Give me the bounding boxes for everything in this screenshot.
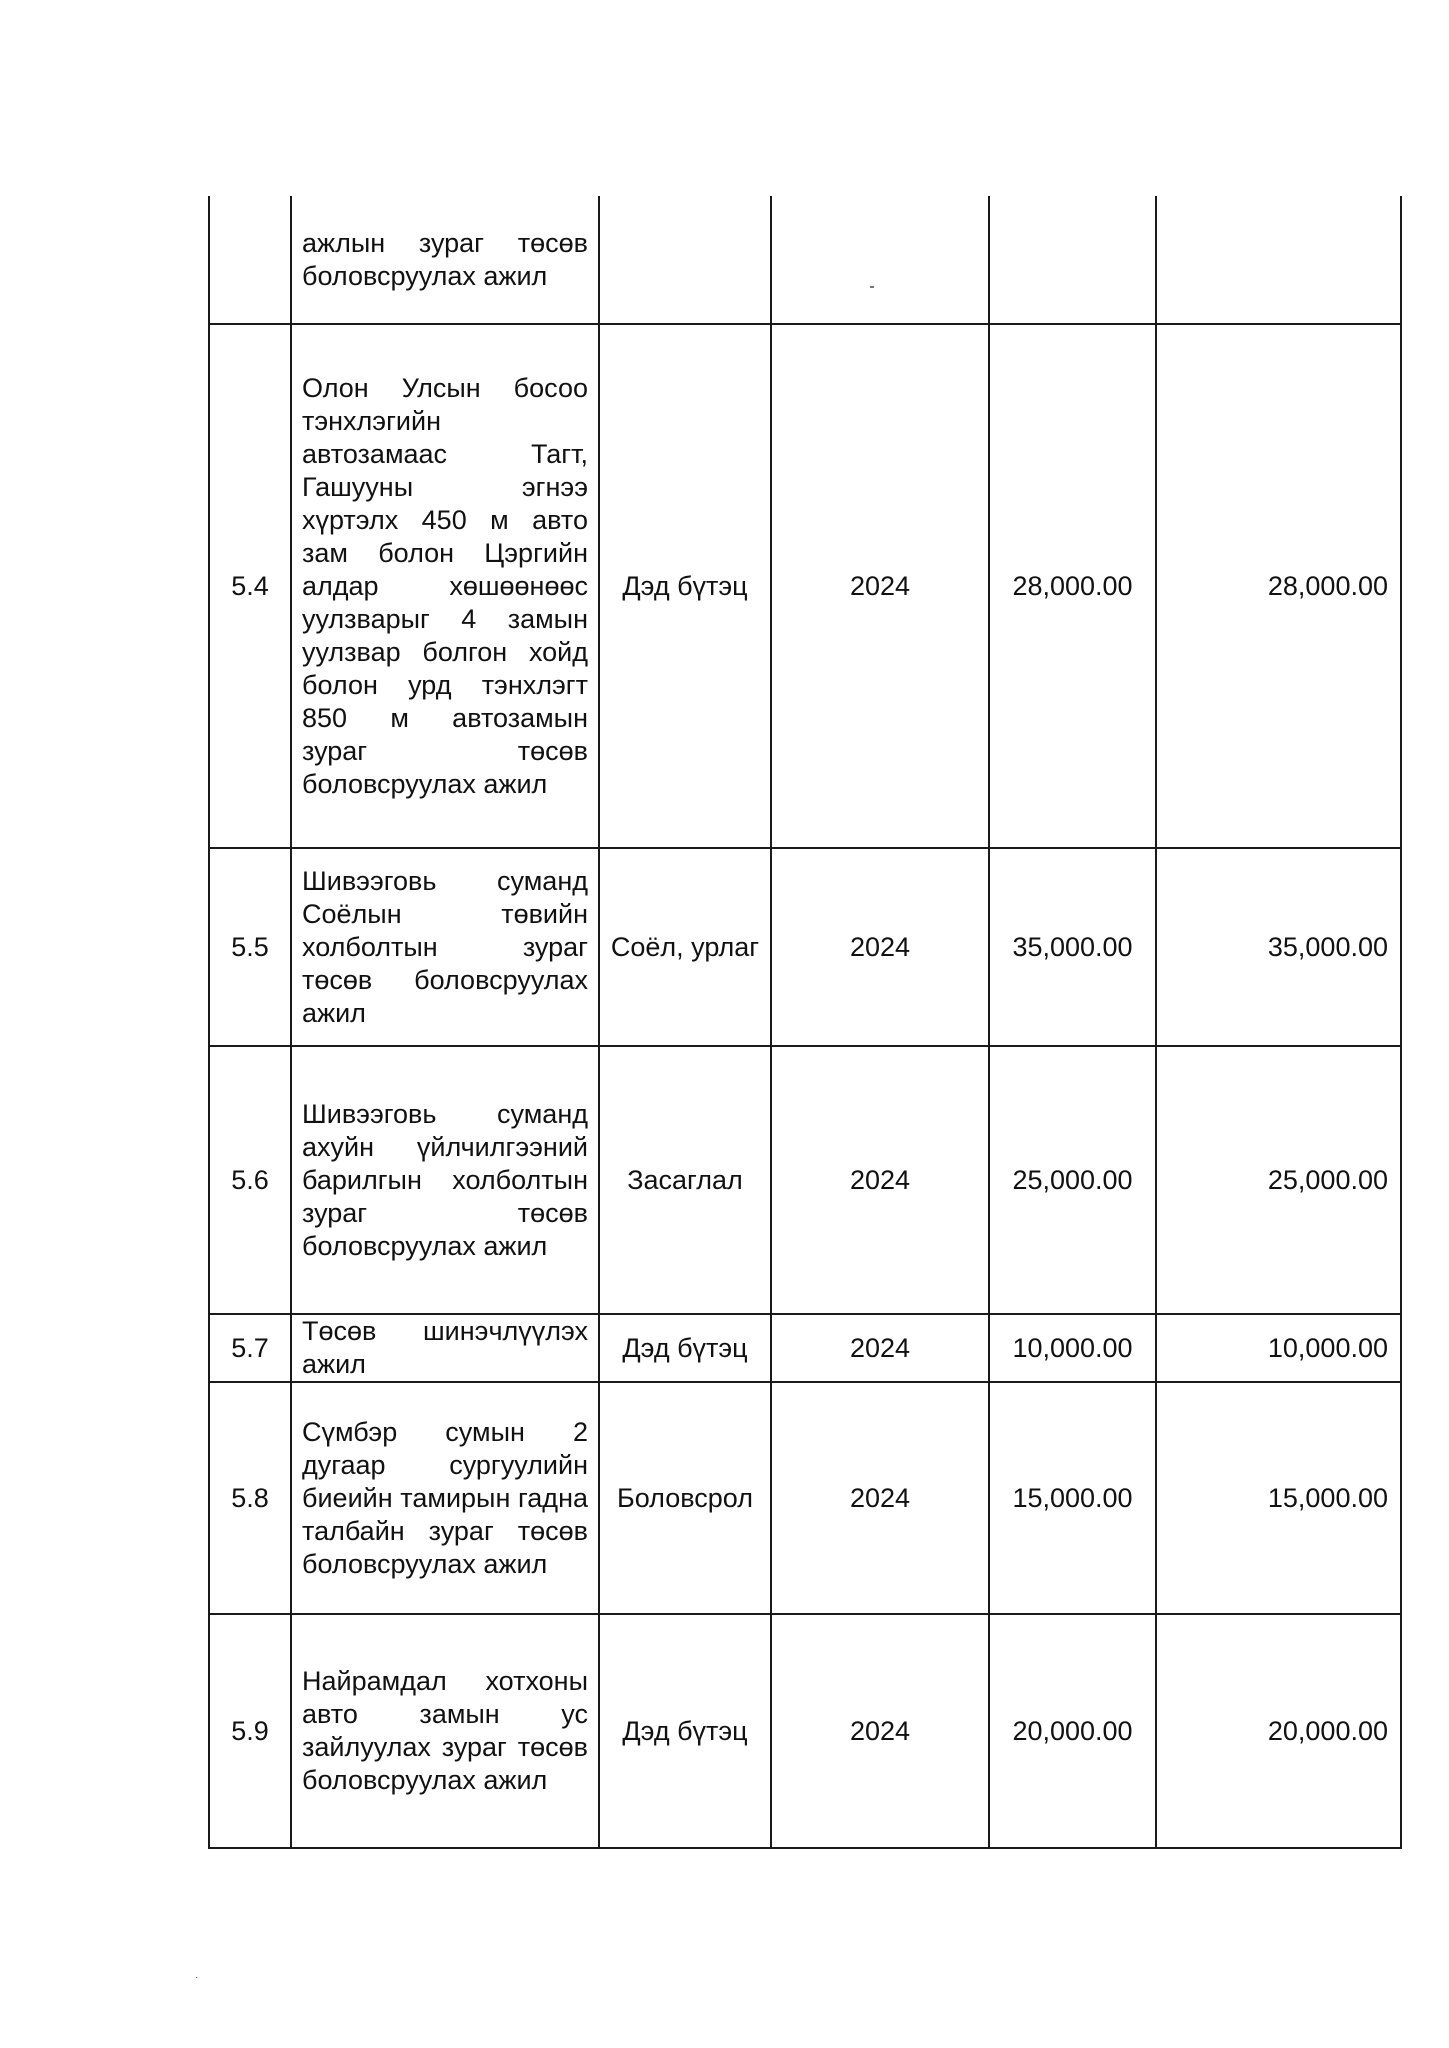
row-budget [989, 196, 1156, 324]
row-year: 2024 [771, 324, 989, 848]
row-number: 5.4 [209, 324, 291, 848]
project-table [208, 196, 1402, 1849]
row-description: Найрамдал хотхоны авто замын ус зайлуулах зураг төсөв боловсруулах ажил [291, 1614, 599, 1848]
table-row [209, 1046, 1401, 1314]
table-row [209, 196, 1401, 324]
row-description: ажлын зураг төсөв боловсруулах ажил [291, 196, 599, 324]
row-budget: 15,000.00 [989, 1382, 1156, 1614]
row-budget: 20,000.00 [989, 1614, 1156, 1848]
row-number: 5.7 [209, 1314, 291, 1382]
row-sector [599, 196, 771, 324]
row-number: 5.6 [209, 1046, 291, 1314]
row-description: Төсөв шинэчлүүлэх ажил [291, 1314, 599, 1382]
row-number: 5.5 [209, 848, 291, 1046]
row-budget: 25,000.00 [989, 1046, 1156, 1314]
row-budget: 28,000.00 [989, 324, 1156, 848]
row-number: 5.9 [209, 1614, 291, 1848]
row-budget: 10,000.00 [989, 1314, 1156, 1382]
row-sector: Дэд бүтэц [599, 324, 771, 848]
row-description: Шивээговь суманд Соёлын төвийн холболтын зураг төсөв боловсруулах ажил [291, 848, 599, 1046]
row-sector: Дэд бүтэц [599, 1314, 771, 1382]
row-total: 35,000.00 [1156, 848, 1401, 1046]
row-number: 5.8 [209, 1382, 291, 1614]
row-description: Сүмбэр сумын 2 дугаар сургуулийн биеийн тамирын гадна талбайн зураг төсөв боловсруулах ажил [291, 1382, 599, 1614]
row-total: 10,000.00 [1156, 1314, 1401, 1382]
table-row [209, 324, 1401, 848]
row-budget: 35,000.00 [989, 848, 1156, 1046]
row-total [1156, 196, 1401, 324]
row-total: 15,000.00 [1156, 1382, 1401, 1614]
row-sector: Засаглал [599, 1046, 771, 1314]
table-row [209, 848, 1401, 1046]
row-total: 20,000.00 [1156, 1614, 1401, 1848]
row-year: 2024 [771, 848, 989, 1046]
row-number [209, 196, 291, 324]
row-year: 2024 [771, 1382, 989, 1614]
scan-artifact: · [195, 1972, 199, 1983]
row-sector: Соёл, урлаг [599, 848, 771, 1046]
row-year: 2024 [771, 1314, 989, 1382]
table-row [209, 1314, 1401, 1382]
row-year: 2024 [771, 1046, 989, 1314]
row-year: 2024 [771, 1614, 989, 1848]
table-row [209, 1614, 1401, 1848]
row-description: Олон Улсын босоо тэнхлэгийн автозамаас Тагт, Гашууны эгнээ хүртэлх 450 м авто зам болон Цэргийн алдар хөшөөнөөс уулзварыг 4 замын уулзвар болгон хойд болон урд тэнхлэгт 850 м автозамын зураг төсөв боловсруулах ажил [291, 324, 599, 848]
row-sector: Дэд бүтэц [599, 1614, 771, 1848]
table-row [209, 1382, 1401, 1614]
row-description: Шивээговь суманд ахуйн үйлчилгээний барилгын холболтын зураг төсөв боловсруулах ажил [291, 1046, 599, 1314]
row-total: 25,000.00 [1156, 1046, 1401, 1314]
row-total: 28,000.00 [1156, 324, 1401, 848]
row-year [771, 196, 989, 324]
scan-artifact [870, 286, 874, 288]
row-sector: Боловсрол [599, 1382, 771, 1614]
